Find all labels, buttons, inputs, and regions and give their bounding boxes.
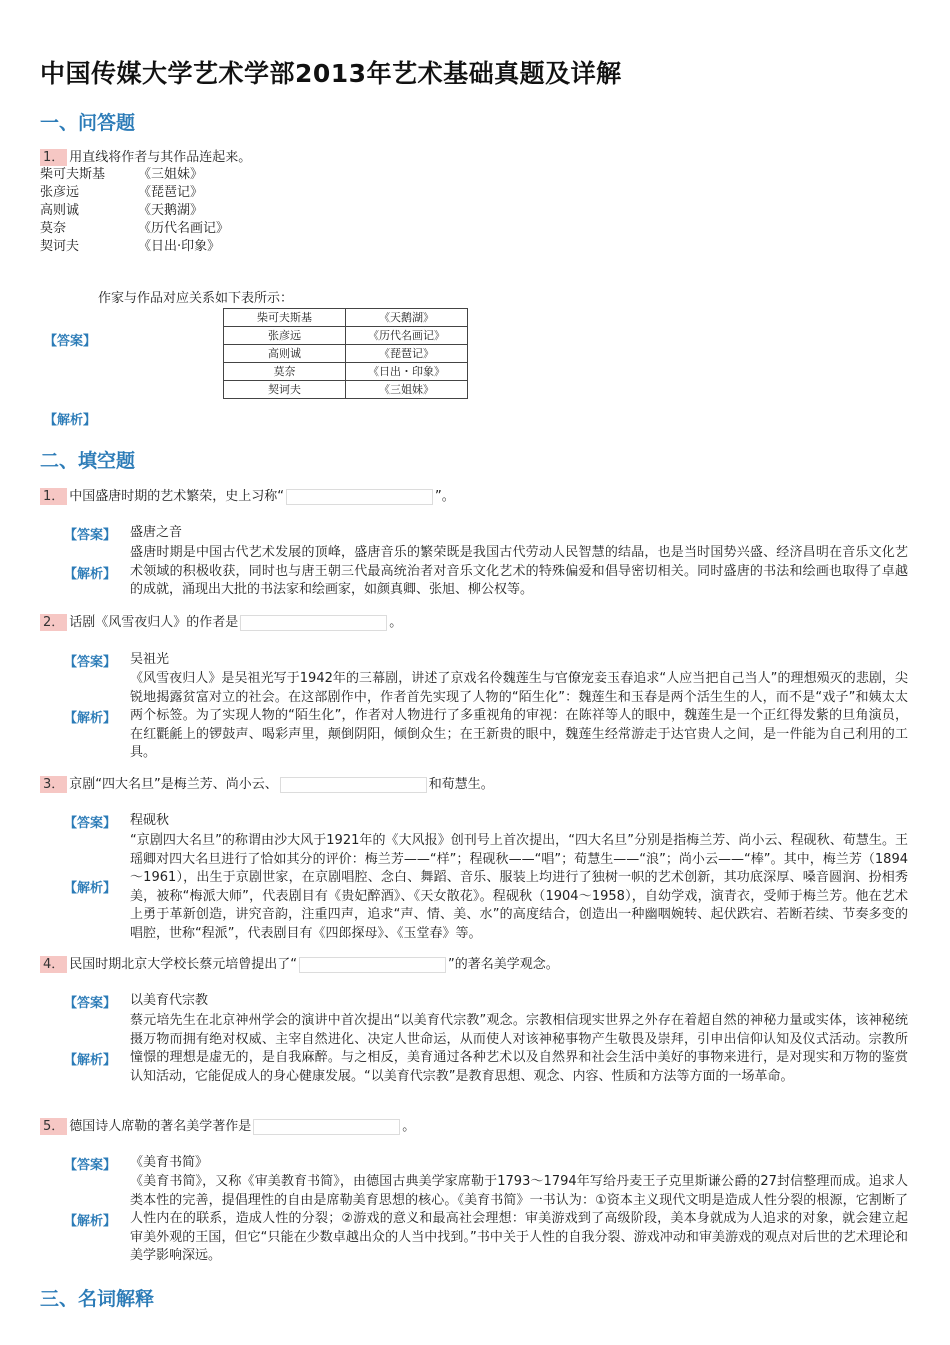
page-title: 中国传媒大学艺术学部2013年艺术基础真题及详解 — [40, 59, 622, 88]
question-number: 3． — [40, 776, 67, 793]
question-prompt: 用直线将作者与其作品连起来。 — [69, 150, 252, 165]
analysis-label: 【解析】 — [44, 413, 97, 428]
author-name: 张彦远 — [40, 185, 80, 200]
answer-label: 【答案】 — [64, 655, 117, 670]
table-row — [224, 381, 468, 399]
table-cell: 《日出・印象》 — [346, 363, 468, 381]
match-row — [40, 202, 229, 220]
answer-blank[interactable] — [253, 1119, 400, 1135]
answer-blank[interactable] — [240, 615, 387, 631]
analysis-text: 《美育书简》，又称《审美教育书简》，由德国古典美学家席勒于1793～1794年写给丹麦王子克里斯谦公爵的27封信整理而成。追求人类本性的完善，提倡理性的自由是席勒美育思想的核心。《美育书简》一书认为：①资本主义现代文明是造成人性分裂的根源，它割断了人性内在的联系，造成人性的分裂；②游戏的意义和最高社会理想：审美游戏到了高级阶段，美本身就成为人追求的对象，就会建立起审美外观的王国，但它“只能在少数卓越出众的人当中找到。”书中关于人性的自我分裂、游戏冲动和审美游戏的观点对后世的艺术理论和美学影响深远。 — [130, 1174, 908, 1263]
fill-question — [40, 1118, 415, 1136]
table-row — [224, 327, 468, 345]
question-number: 2． — [40, 614, 67, 631]
table-cell: 《天鹅湖》 — [346, 309, 468, 327]
match-row — [40, 238, 229, 256]
work-title: 《天鹅湖》 — [138, 203, 204, 218]
fill-question — [40, 956, 559, 974]
question-number: 5． — [40, 1118, 67, 1135]
author-name: 高则诚 — [40, 203, 80, 218]
question-text: 民国时期北京大学校长蔡元培曾提出了“ — [69, 957, 298, 972]
table-cell: 高则诚 — [224, 345, 346, 363]
section-heading-terms: 三、名词解释 — [40, 1288, 155, 1310]
question-text: 德国诗人席勒的著名美学著作是 — [69, 1119, 252, 1134]
question-text: 。 — [402, 1119, 416, 1134]
work-title: 《琵琶记》 — [138, 185, 204, 200]
analysis-text: 盛唐时期是中国古代艺术发展的顶峰，盛唐音乐的繁荣既是我国古代劳动人民智慧的结晶，也是当时国势兴盛、经济昌明在音乐文化艺术领域的积极收获，同时也与唐王朝三代最高统治者对音乐文化艺术的特殊偏爱和倡导密切相关。同时盛唐的书法和绘画也取得了卓越的成就，涌现出大批的书法家和绘画家，如颜真卿、张旭、柳公权等。 — [130, 545, 908, 597]
section-heading-qa: 一、问答题 — [40, 112, 136, 134]
question-number: 1． — [40, 149, 67, 166]
table-cell: 柴可夫斯基 — [224, 309, 346, 327]
table-row — [224, 309, 468, 327]
analysis-text: 《风雪夜归人》是吴祖光写于1942年的三幕剧，讲述了京戏名伶魏莲生与官僚宠妾玉春追求“人应当把自己当人”的理想殒灭的悲剧，尖锐地揭露贫富对立的社会。在这部剧作中，作者首先实现了人物的“陌生化”：魏莲生和玉春是两个活生生的人，而不是“戏子”和姨太太两个标签。为了实现人物的“陌生化”，作者对人物进行了多重视角的审视：在陈祥等人的眼中，魏莲生是一个正红得发紫的旦角演员，在红氍毹上的锣鼓声、喝彩声里，颠倒阴阳，倾倒众生；在王新贵的眼中，魏莲生经常游走于达官贵人之间，是一件能为自己利用的工具。 — [130, 671, 908, 760]
work-title: 《三姐妹》 — [138, 167, 204, 182]
answer-text: 《美育书简》 — [130, 1155, 209, 1170]
fill-question — [40, 776, 494, 794]
table-row — [224, 363, 468, 381]
question-number: 1． — [40, 488, 67, 505]
table-row — [224, 345, 468, 363]
answer-table — [223, 308, 468, 399]
answer-label: 【答案】 — [64, 996, 117, 1011]
question-text: ”的著名美学观念。 — [448, 957, 559, 972]
qa-question — [40, 149, 251, 167]
table-cell: 《三姐妹》 — [346, 381, 468, 399]
answer-blank[interactable] — [299, 957, 446, 973]
question-text: 。 — [389, 615, 403, 630]
table-cell: 《琵琶记》 — [346, 345, 468, 363]
author-name: 柴可夫斯基 — [40, 167, 106, 182]
table-cell: 契诃夫 — [224, 381, 346, 399]
answer-label: 【答案】 — [64, 816, 117, 831]
table-cell: 《历代名画记》 — [346, 327, 468, 345]
question-text: ”。 — [435, 489, 455, 504]
work-title: 《历代名画记》 — [138, 221, 230, 236]
match-row — [40, 184, 229, 202]
answer-text: 吴祖光 — [130, 652, 170, 667]
analysis-label: 【解析】 — [64, 711, 117, 726]
answer-intro: 作家与作品对应关系如下表所示： — [98, 291, 294, 306]
analysis-label: 【解析】 — [64, 1214, 117, 1229]
answer-label: 【答案】 — [64, 528, 117, 543]
author-name: 莫奈 — [40, 221, 67, 236]
answer-text: 程砚秋 — [130, 813, 170, 828]
question-text: 京剧“四大名旦”是梅兰芳、尚小云、 — [69, 777, 278, 792]
match-row — [40, 220, 229, 238]
answer-blank[interactable] — [286, 489, 433, 505]
analysis-label: 【解析】 — [64, 1053, 117, 1068]
answer-blank[interactable] — [280, 777, 427, 793]
match-row — [40, 166, 229, 184]
section-heading-fill: 二、填空题 — [40, 450, 136, 472]
work-title: 《日出·印象》 — [138, 239, 221, 254]
fill-question — [40, 488, 455, 506]
answer-label: 【答案】 — [64, 1158, 117, 1173]
question-text: 和荀慧生。 — [428, 777, 494, 792]
question-number: 4． — [40, 956, 67, 973]
analysis-label: 【解析】 — [64, 567, 117, 582]
match-list — [40, 166, 229, 256]
question-text: 话剧《风雪夜归人》的作者是 — [69, 615, 239, 630]
table-cell: 张彦远 — [224, 327, 346, 345]
author-name: 契诃夫 — [40, 239, 80, 254]
fill-question — [40, 614, 402, 632]
analysis-label: 【解析】 — [64, 881, 117, 896]
analysis-text: “京剧四大名旦”的称谓由沙大风于1921年的《大风报》创刊号上首次提出，“四大名旦”分别是指梅兰芳、尚小云、程砚秋、荀慧生。王瑶卿对四大名旦进行了恰如其分的评价：梅兰芳——“样”；程砚秋——“唱”；荀慧生——“浪”；尚小云——“棒”。其中，梅兰芳（1894～1961），出生于京剧世家，在京剧唱腔、念白、舞蹈、音乐、服装上均进行了独树一帜的艺术创新，其功底深厚、嗓音圆润、扮相秀美，被称“梅派大师”，代表剧目有《贵妃醉酒》、《天女散花》。程砚秋（1904～1958），自幼学戏，演青衣，受师于梅兰芳。他在艺术上勇于革新创造，讲究音韵，注重四声，追求“声、情、美、水”的高度结合，创造出一种幽咽婉转、起伏跌宕、若断若续、节奏多变的唱腔，世称“程派”，代表剧目有《四郎探母》、《玉堂春》等。 — [130, 833, 908, 941]
question-text: 中国盛唐时期的艺术繁荣，史上习称“ — [69, 489, 285, 504]
table-cell: 莫奈 — [224, 363, 346, 381]
answer-text: 以美育代宗教 — [130, 993, 209, 1008]
analysis-text: 蔡元培先生在北京神州学会的演讲中首次提出“以美育代宗教”观念。宗教相信现实世界之外存在着超自然的神秘力量或实体，该神秘统摄万物而拥有绝对权威、主宰自然进化、决定人世命运，从而使人对该神秘事物产生敬畏及崇拜，引申出信仰认知及仪式活动。宗教所憧憬的理想是虚无的，是自我麻醉。与之相反，美育通过各种艺术以及自然界和社会生活中美好的事物来进行，是对现实和万物的鉴赏认知活动，它能促成人的身心健康发展。“以美育代宗教”是教育思想、观念、内容、性质和方法等方面的一场革命。 — [130, 1013, 908, 1084]
answer-label: 【答案】 — [44, 334, 97, 349]
answer-text: 盛唐之音 — [130, 525, 183, 540]
